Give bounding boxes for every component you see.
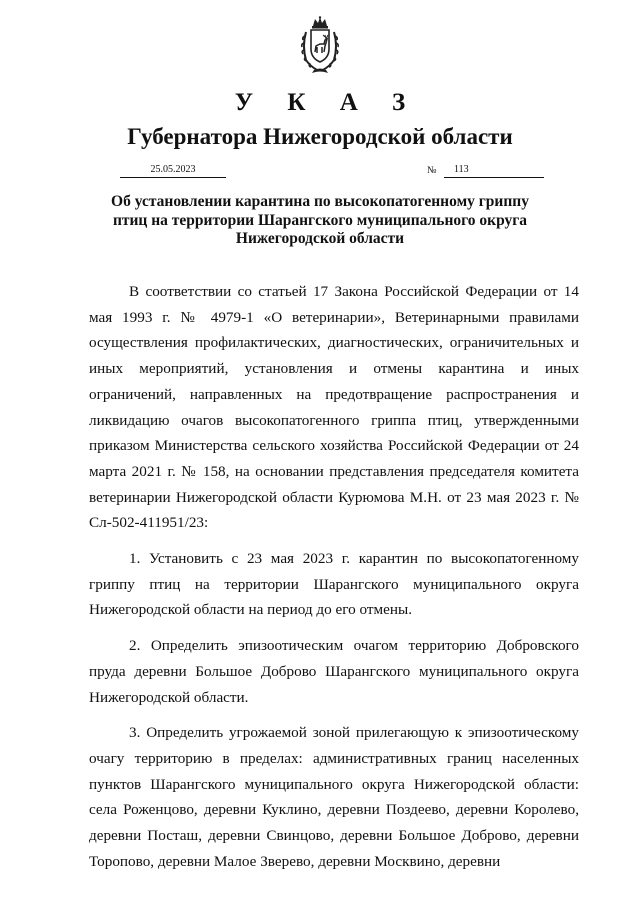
decree-title: У К А З bbox=[234, 89, 420, 116]
decree-number: 113 bbox=[444, 164, 544, 178]
decree-body bbox=[89, 279, 579, 874]
preamble-paragraph: В соответствии со статьей 17 Закона Российской Федерации от 14 мая 1993 г. № 4979-1 «О ветеринарии», Ветеринарными правилами осуществления профилактических, диагностических, ограничительных и иных мероприятий, установления и отмены карантина и иных ограничений, направленных на предотвращение распространения и ликвидацию очагов высокопатогенного гриппа птиц, утвержденными приказом Министерства сельского хозяйства Российской Федерации от 24 марта 2021 г. № 158, на основании представления председателя комитета ветеринарии Нижегородской области Курюмова М.Н. от 23 мая 2023 г. № Сл-502-411951/23: bbox=[89, 283, 579, 532]
item-1-paragraph: 1. Установить с 23 мая 2023 г. карантин по высокопатогенному гриппу птиц на территории Шарангского муниципального округа Нижегородской области на период до его отмены. bbox=[89, 550, 579, 619]
decree-date: 25.05.2023 bbox=[120, 164, 226, 178]
decree-number-label: № bbox=[427, 165, 437, 176]
decree-issuer: Губернатора Нижегородской области bbox=[127, 124, 513, 149]
coat-of-arms-icon bbox=[300, 16, 340, 74]
item-2-paragraph: 2. Определить эпизоотическим очагом территорию Добровского пруда деревни Большое Доброво Шарангского муниципального округа Нижегородской области. bbox=[89, 637, 579, 706]
item-3-paragraph: 3. Определить угрожаемой зоной прилегающую к эпизоотическому очагу территорию в пределах: административных границ населенных пунктов Шарангского муниципального округа Нижегородской области: села Роженцово, деревни Куклино, деревни Поздеево, деревни Королево, деревни Посташ, деревни Свинцово, деревни Большое Доброво, деревни Торопово, деревни Малое Зверево, деревни Москвино, деревни bbox=[89, 724, 579, 870]
decree-subject: Об установлении карантина по высокопатогенному гриппу птиц на территории Шарангского муниципального округа Нижегородской области bbox=[111, 193, 529, 247]
